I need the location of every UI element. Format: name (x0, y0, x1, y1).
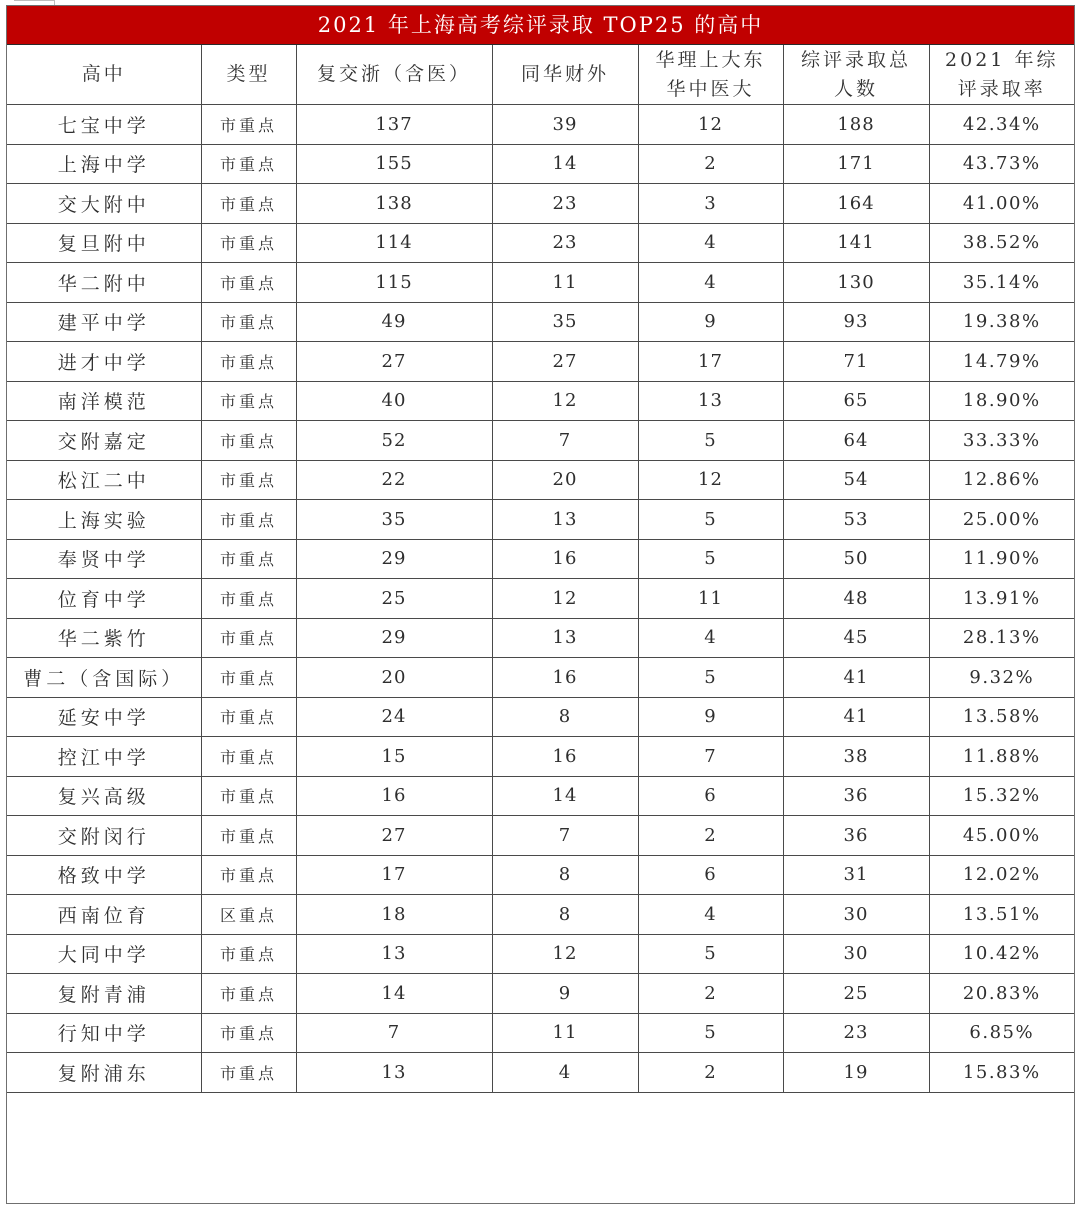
cell-hlsd: 13 (638, 381, 783, 421)
table-row (7, 1053, 1074, 1093)
cell-total: 19 (783, 1053, 929, 1093)
column-header-line2: 人数 (833, 77, 878, 100)
cell-total: 141 (783, 223, 929, 263)
cell-hlsd: 5 (638, 500, 783, 540)
cell-thcw: 23 (492, 184, 638, 224)
table-row (7, 974, 1074, 1014)
cell-type: 市重点 (201, 263, 296, 303)
cell-rate: 11.90% (929, 539, 1074, 579)
cell-fjz: 29 (296, 539, 492, 579)
table-row (7, 421, 1074, 461)
cell-type: 市重点 (201, 460, 296, 500)
cell-hlsd: 5 (638, 421, 783, 461)
column-header-fjz (296, 45, 492, 105)
cell-thcw: 23 (492, 223, 638, 263)
cell-type: 市重点 (201, 144, 296, 184)
table-row (7, 460, 1074, 500)
cell-fjz: 14 (296, 974, 492, 1014)
cell-thcw: 14 (492, 776, 638, 816)
cell-rate: 6.85% (929, 1013, 1074, 1053)
cell-school: 行知中学 (7, 1013, 201, 1053)
cell-total: 45 (783, 618, 929, 658)
cell-type: 市重点 (201, 184, 296, 224)
cell-type: 区重点 (201, 895, 296, 935)
cell-rate: 13.51% (929, 895, 1074, 935)
cell-rate: 38.52% (929, 223, 1074, 263)
cell-thcw: 16 (492, 539, 638, 579)
cell-fjz: 18 (296, 895, 492, 935)
cell-rate: 13.91% (929, 579, 1074, 619)
cell-fjz: 13 (296, 1053, 492, 1093)
cell-total: 188 (783, 105, 929, 145)
cell-rate: 43.73% (929, 144, 1074, 184)
cell-type: 市重点 (201, 342, 296, 382)
cell-fjz: 24 (296, 697, 492, 737)
cell-type: 市重点 (201, 421, 296, 461)
cell-thcw: 7 (492, 421, 638, 461)
column-header-type (201, 45, 296, 105)
cell-thcw: 7 (492, 816, 638, 856)
cell-rate: 42.34% (929, 105, 1074, 145)
cell-school: 华二紫竹 (7, 618, 201, 658)
cell-type: 市重点 (201, 618, 296, 658)
cell-total: 50 (783, 539, 929, 579)
cell-hlsd: 2 (638, 1053, 783, 1093)
empty-filler-row (7, 1092, 1074, 1203)
cell-fjz: 7 (296, 1013, 492, 1053)
cell-thcw: 14 (492, 144, 638, 184)
cell-rate: 33.33% (929, 421, 1074, 461)
cell-total: 30 (783, 934, 929, 974)
cell-hlsd: 5 (638, 658, 783, 698)
cell-total: 48 (783, 579, 929, 619)
cell-type: 市重点 (201, 737, 296, 777)
cell-type: 市重点 (201, 1013, 296, 1053)
cell-rate: 18.90% (929, 381, 1074, 421)
cell-rate: 9.32% (929, 658, 1074, 698)
cell-school: 上海实验 (7, 500, 201, 540)
table-row (7, 381, 1074, 421)
cell-fjz: 40 (296, 381, 492, 421)
table-row (7, 539, 1074, 579)
cell-total: 71 (783, 342, 929, 382)
cell-rate: 19.38% (929, 302, 1074, 342)
cell-fjz: 22 (296, 460, 492, 500)
cell-thcw: 16 (492, 658, 638, 698)
cell-fjz: 115 (296, 263, 492, 303)
cell-rate: 20.83% (929, 974, 1074, 1014)
cell-rate: 45.00% (929, 816, 1074, 856)
cell-type: 市重点 (201, 381, 296, 421)
cell-total: 25 (783, 974, 929, 1014)
admission-table (7, 45, 1074, 1203)
table-row (7, 105, 1074, 145)
cell-hlsd: 12 (638, 460, 783, 500)
cell-thcw: 39 (492, 105, 638, 145)
cell-total: 36 (783, 816, 929, 856)
cell-rate: 14.79% (929, 342, 1074, 382)
cell-hlsd: 2 (638, 974, 783, 1014)
cell-type: 市重点 (201, 579, 296, 619)
cell-total: 130 (783, 263, 929, 303)
cell-school: 西南位育 (7, 895, 201, 935)
cell-thcw: 4 (492, 1053, 638, 1093)
column-header-rate (929, 45, 1074, 105)
cell-thcw: 8 (492, 697, 638, 737)
cell-type: 市重点 (201, 816, 296, 856)
cell-school: 奉贤中学 (7, 539, 201, 579)
cell-type: 市重点 (201, 934, 296, 974)
table-body (7, 105, 1074, 1203)
cell-type: 市重点 (201, 539, 296, 579)
cell-fjz: 27 (296, 816, 492, 856)
cell-hlsd: 6 (638, 776, 783, 816)
cell-thcw: 12 (492, 579, 638, 619)
column-header-total (783, 45, 929, 105)
cell-fjz: 137 (296, 105, 492, 145)
cell-thcw: 12 (492, 381, 638, 421)
cell-type: 市重点 (201, 1053, 296, 1093)
cell-rate: 11.88% (929, 737, 1074, 777)
cell-total: 53 (783, 500, 929, 540)
cell-hlsd: 4 (638, 895, 783, 935)
cell-school: 位育中学 (7, 579, 201, 619)
cell-type: 市重点 (201, 697, 296, 737)
cell-fjz: 16 (296, 776, 492, 816)
column-header-line1: 类型 (226, 63, 271, 85)
cell-rate: 15.83% (929, 1053, 1074, 1093)
cell-hlsd: 11 (638, 579, 783, 619)
cell-total: 65 (783, 381, 929, 421)
column-header-thcw (492, 45, 638, 105)
column-header-line1: 高中 (81, 63, 126, 85)
cell-fjz: 27 (296, 342, 492, 382)
table-row (7, 895, 1074, 935)
cell-thcw: 16 (492, 737, 638, 777)
cell-school: 上海中学 (7, 144, 201, 184)
cell-type: 市重点 (201, 105, 296, 145)
cell-total: 41 (783, 658, 929, 698)
cell-thcw: 12 (492, 934, 638, 974)
cell-rate: 25.00% (929, 500, 1074, 540)
cell-total: 93 (783, 302, 929, 342)
table-row (7, 302, 1074, 342)
cell-hlsd: 7 (638, 737, 783, 777)
table-row (7, 1013, 1074, 1053)
admission-table-sheet (6, 5, 1075, 1204)
cell-total: 23 (783, 1013, 929, 1053)
cell-thcw: 9 (492, 974, 638, 1014)
cell-fjz: 25 (296, 579, 492, 619)
cell-type: 市重点 (201, 855, 296, 895)
cell-thcw: 11 (492, 263, 638, 303)
cell-total: 31 (783, 855, 929, 895)
cell-hlsd: 4 (638, 223, 783, 263)
cell-school: 格致中学 (7, 855, 201, 895)
column-header-line1: 同华财外 (520, 63, 609, 85)
cell-school: 交大附中 (7, 184, 201, 224)
cell-total: 30 (783, 895, 929, 935)
cell-school: 曹二（含国际） (7, 658, 201, 698)
cell-thcw: 11 (492, 1013, 638, 1053)
cell-total: 41 (783, 697, 929, 737)
column-header-school (7, 45, 201, 105)
table-row (7, 144, 1074, 184)
cell-school: 大同中学 (7, 934, 201, 974)
cell-total: 64 (783, 421, 929, 461)
cell-hlsd: 5 (638, 1013, 783, 1053)
cell-hlsd: 2 (638, 144, 783, 184)
cell-school: 松江二中 (7, 460, 201, 500)
cell-school: 复旦附中 (7, 223, 201, 263)
cell-type: 市重点 (201, 974, 296, 1014)
cell-thcw: 27 (492, 342, 638, 382)
table-row (7, 342, 1074, 382)
cell-rate: 28.13% (929, 618, 1074, 658)
table-row (7, 776, 1074, 816)
cell-fjz: 49 (296, 302, 492, 342)
cell-thcw: 8 (492, 855, 638, 895)
column-header-line1: 华理上大东 (655, 48, 766, 71)
table-row (7, 223, 1074, 263)
column-header-line1: 复交浙（含医） (316, 63, 471, 85)
cell-hlsd: 3 (638, 184, 783, 224)
cell-hlsd: 9 (638, 697, 783, 737)
cell-type: 市重点 (201, 500, 296, 540)
table-row (7, 618, 1074, 658)
cell-fjz: 155 (296, 144, 492, 184)
column-header-line2: 评录取率 (957, 77, 1046, 100)
cell-fjz: 15 (296, 737, 492, 777)
cell-school: 复附青浦 (7, 974, 201, 1014)
table-row (7, 500, 1074, 540)
table-row (7, 855, 1074, 895)
cell-school: 复兴高级 (7, 776, 201, 816)
table-row (7, 737, 1074, 777)
table-row (7, 579, 1074, 619)
cell-hlsd: 12 (638, 105, 783, 145)
empty-filler-cell (7, 1092, 1074, 1203)
cell-fjz: 13 (296, 934, 492, 974)
cell-total: 54 (783, 460, 929, 500)
cell-school: 建平中学 (7, 302, 201, 342)
cell-total: 171 (783, 144, 929, 184)
cell-school: 控江中学 (7, 737, 201, 777)
cell-school: 延安中学 (7, 697, 201, 737)
cell-rate: 10.42% (929, 934, 1074, 974)
cell-hlsd: 4 (638, 263, 783, 303)
cell-thcw: 13 (492, 500, 638, 540)
cell-fjz: 35 (296, 500, 492, 540)
cell-type: 市重点 (201, 776, 296, 816)
cell-school: 交附闵行 (7, 816, 201, 856)
table-row (7, 934, 1074, 974)
column-header-line1: 2021 年综 (945, 48, 1059, 71)
cell-hlsd: 6 (638, 855, 783, 895)
cell-fjz: 29 (296, 618, 492, 658)
table-row (7, 184, 1074, 224)
cell-hlsd: 4 (638, 618, 783, 658)
cell-hlsd: 5 (638, 934, 783, 974)
cell-thcw: 20 (492, 460, 638, 500)
cell-thcw: 35 (492, 302, 638, 342)
cell-type: 市重点 (201, 658, 296, 698)
cell-school: 七宝中学 (7, 105, 201, 145)
cell-hlsd: 5 (638, 539, 783, 579)
cell-fjz: 114 (296, 223, 492, 263)
column-header-hlsd (638, 45, 783, 105)
table-row (7, 816, 1074, 856)
cell-hlsd: 17 (638, 342, 783, 382)
table-row (7, 263, 1074, 303)
cell-total: 164 (783, 184, 929, 224)
cell-rate: 15.32% (929, 776, 1074, 816)
cell-school: 华二附中 (7, 263, 201, 303)
cell-thcw: 13 (492, 618, 638, 658)
cell-fjz: 20 (296, 658, 492, 698)
column-header-line1: 综评录取总 (800, 48, 911, 71)
cell-school: 复附浦东 (7, 1053, 201, 1093)
cell-hlsd: 9 (638, 302, 783, 342)
cell-rate: 41.00% (929, 184, 1074, 224)
cell-thcw: 8 (492, 895, 638, 935)
table-title: 2021 年上海高考综评录取 TOP25 的高中 (7, 6, 1074, 45)
column-header-line2: 华中医大 (666, 77, 755, 100)
cell-school: 进才中学 (7, 342, 201, 382)
cell-fjz: 138 (296, 184, 492, 224)
cell-school: 南洋模范 (7, 381, 201, 421)
table-row (7, 658, 1074, 698)
cell-type: 市重点 (201, 223, 296, 263)
cell-total: 36 (783, 776, 929, 816)
cell-rate: 12.86% (929, 460, 1074, 500)
header-row (7, 45, 1074, 105)
cell-school: 交附嘉定 (7, 421, 201, 461)
cell-fjz: 52 (296, 421, 492, 461)
cell-fjz: 17 (296, 855, 492, 895)
table-row (7, 697, 1074, 737)
cell-rate: 13.58% (929, 697, 1074, 737)
cell-total: 38 (783, 737, 929, 777)
cell-hlsd: 2 (638, 816, 783, 856)
cell-rate: 12.02% (929, 855, 1074, 895)
cell-type: 市重点 (201, 302, 296, 342)
cell-rate: 35.14% (929, 263, 1074, 303)
